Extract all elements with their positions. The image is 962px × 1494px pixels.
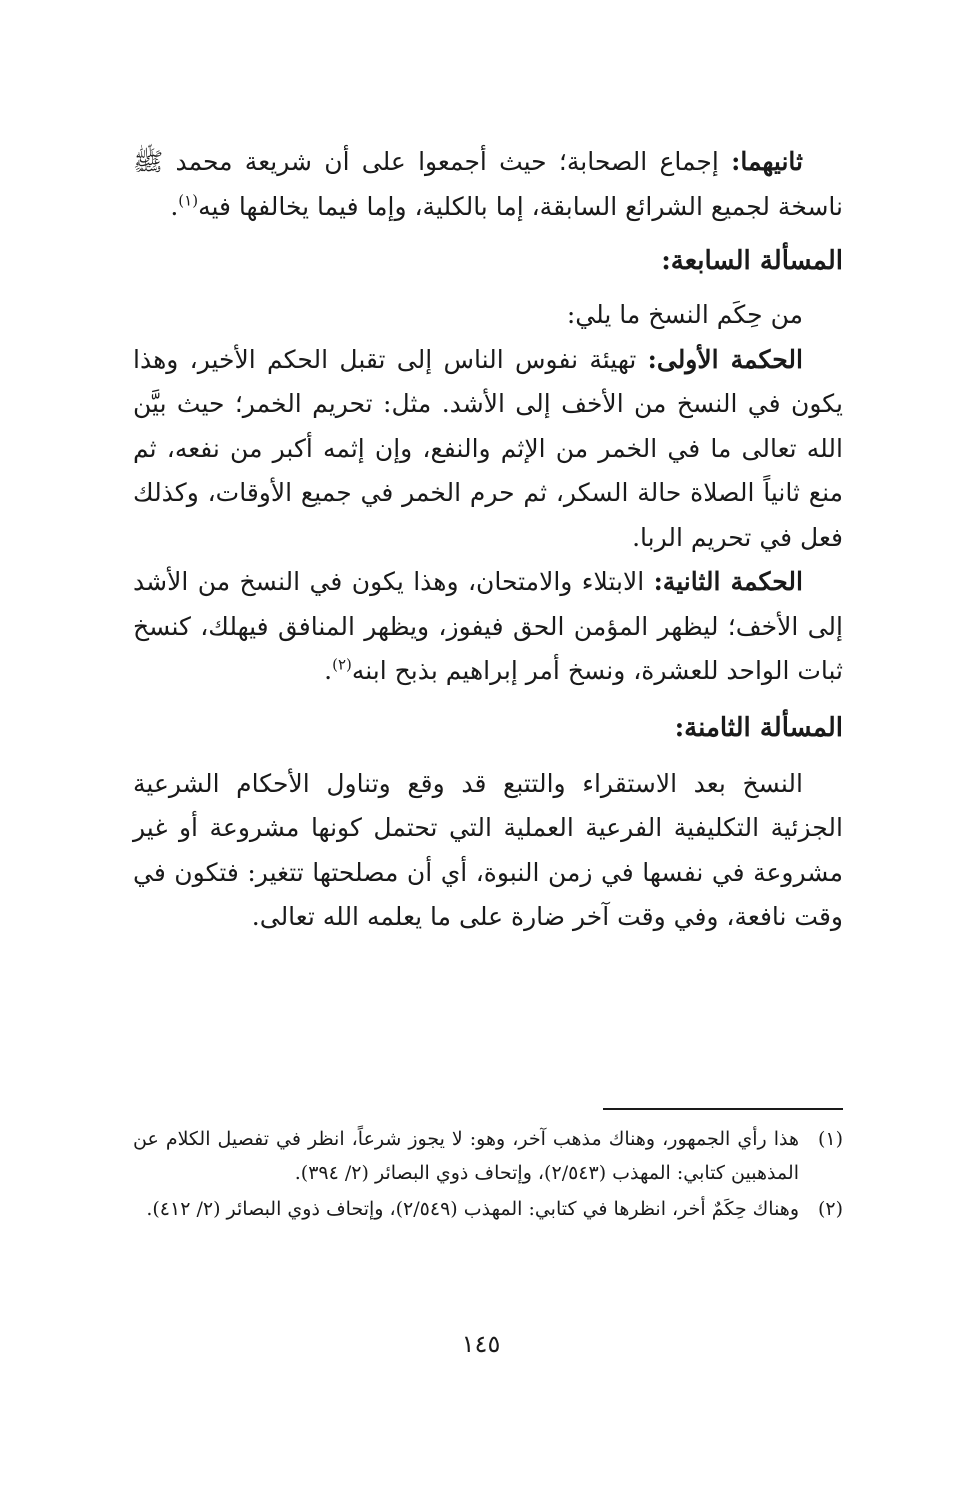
paragraph-lead: الحكمة الثانية: (653, 567, 803, 596)
main-text (133, 140, 843, 940)
paragraph-text: الابتلاء والامتحان، وهذا يكون في النسخ من الأشد إلى الأخف؛ ليظهر المؤمن الحق فيفوز، ويظهر المنافق فيهلك، كنسخ ثبات الواحد للعشرة، ونسخ أمر إبراهيم بذبح ابنه (133, 567, 843, 685)
paragraph-abrogation-scope: النسخ بعد الاستقراء والتتبع قد وقع وتناول الأحكام الشرعية الجزئية التكليفية الفرعية العملية التي تحتمل كونها مشروعة أو غير مشروعة في نفسها في زمن النبوة، أي أن مصلحتها تتغير: فتكون في وقت نافعة، وفي وقت آخر ضارة على ما يعلمه الله تعالى. (133, 768, 843, 931)
footnotes (133, 1122, 843, 1228)
paragraph-consensus (133, 140, 843, 229)
paragraph-wisdom-second (133, 560, 843, 694)
footnote-ref: (١) (178, 191, 199, 210)
paragraph-lead: ثانيهما: (731, 147, 803, 176)
paragraph-end: . (170, 191, 179, 221)
page-number: ١٤٥ (461, 1330, 501, 1358)
footnote-item (133, 1122, 843, 1190)
footnote-text: وهناك حِكَمٌ أخر، انظرها في كتابي: المهذب (٢/٥٤٩)، وإتحاف ذوي البصائر (٢/ ٤١٢). (146, 1198, 799, 1220)
footnote-item (133, 1192, 843, 1226)
section-heading-eighth: المسألة الثامنة: (674, 712, 843, 743)
section-heading-seventh: المسألة السابعة: (661, 246, 843, 276)
paragraph-intro: من حِكَم النسخ ما يلي: (566, 300, 803, 329)
paragraph-wisdom-first (133, 338, 843, 561)
paragraph-text: تهيئة نفوس الناس إلى تقبل الحكم الأخير، وهذا يكون في النسخ من الأخف إلى الأشد. مثل: تحريم الخمر؛ حيث بيَّن الله تعالى ما في الخمر من الإثم والنفع، وإن إثمه أكبر من نفعه، ثم منع ثانياً الصلاة حالة السكر، ثم حرم الخمر في جميع الأوقات، وكذلك فعل في تحريم الربا. (133, 344, 843, 552)
paragraph-lead: الحكمة الأولى: (647, 344, 803, 374)
footnote-divider (603, 1108, 843, 1110)
footnote-ref: (٢) (332, 655, 352, 674)
paragraph-text: إجماع الصحابة؛ حيث أجمعوا على أن شريعة محمد ﷺ ناسخة لجميع الشرائع السابقة، إما بالكلية، وإما فيما يخالفها فيه (133, 147, 843, 221)
paragraph-end: . (324, 656, 333, 685)
footnote-number: (١) (817, 1128, 843, 1150)
footnote-text: هذا رأي الجمهور، وهناك مذهب آخر، وهو: لا يجوز شرعاً، انظر في تفصيل الكلام عن المذهبين كتابي: المهذب (٢/٥٤٣)، وإتحاف ذوي البصائر (٢/ ٣٩٤). (133, 1128, 799, 1184)
footnote-number: (٢) (817, 1198, 843, 1220)
